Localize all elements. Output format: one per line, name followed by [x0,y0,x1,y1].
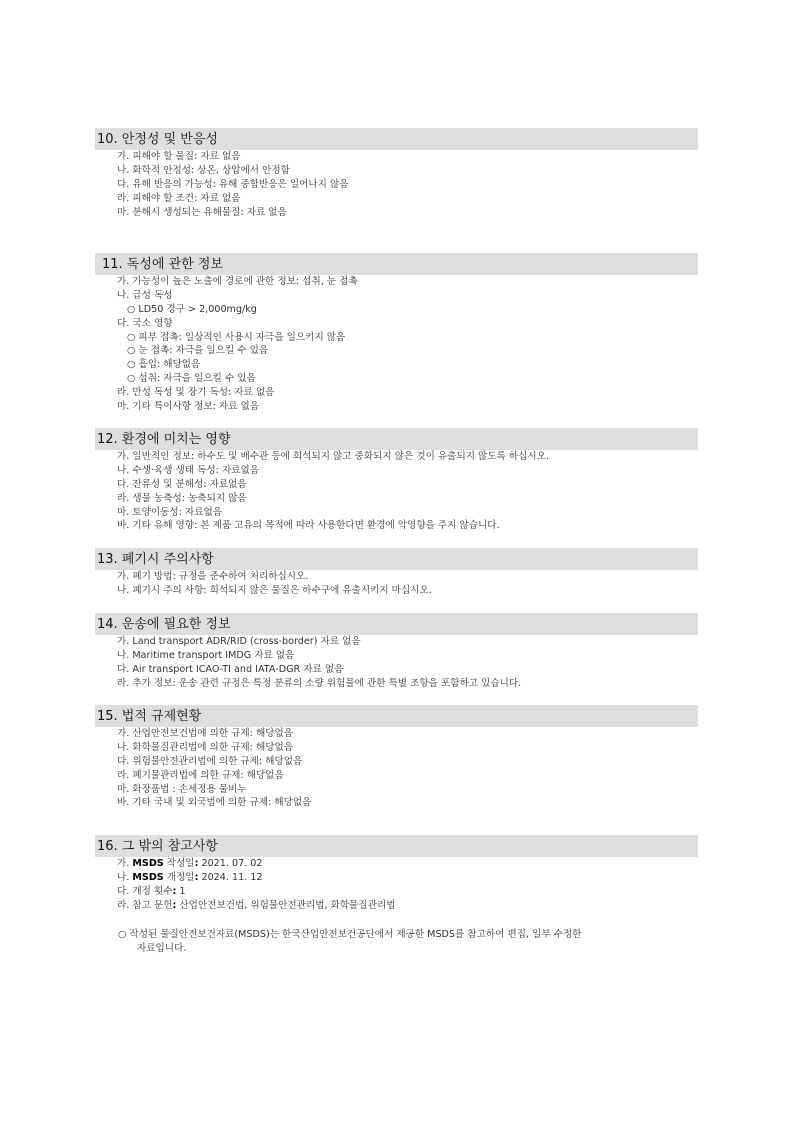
section-14 [95,613,698,691]
list-item: 나. Maritime transport IMDG 자료 없음 [117,649,295,661]
section-11 [95,253,698,414]
list-item: 가. 피해야 할 물질: 자료 없음 [117,151,241,162]
list-subitem: ○ 눈 접촉: 자극을 일으킬 수 있음 [127,345,269,357]
list-item: 바. 기타 국내 및 외국법에 의한 규제: 해당없음 [117,797,312,809]
section-11-items [95,275,698,414]
section-13-title: 13. 폐기시 주의사항 [95,548,698,570]
section-13-items [95,570,698,598]
footnote-line: ○ 작성된 물질안전보건자료(MSDS)는 한국산업안전보건공단에서 제공한 MSDS를 참고하여 편집, 일부 수정한 [118,929,582,940]
msds-label: MSDS [132,858,164,869]
list-item: 나. 화학적 안정성: 상온, 상압에서 안정함 [117,164,290,176]
item-value: 산업안전보건법, 위험물안전관리법, 화학물질관리법 [176,899,396,911]
list-item: 라. 추가 정보: 운송 관련 규정은 특정 분류의 소량 위험물에 관한 특별 조항을 포함하고 있습니다. [117,677,522,689]
item-colon: : [172,899,177,911]
section-16-items [95,857,698,913]
section-16 [95,835,698,913]
list-item: 라. 폐기물관리법에 의한 규제: 해당없음 [117,769,284,781]
item-prefix: 나. [117,871,133,883]
section-15 [95,705,698,810]
item-label: 다. 개정 횟수 [117,885,173,897]
item-label: 작성일 [163,858,195,869]
item-value: 1 [176,885,186,897]
item-value: 2021. 07. 02 [198,858,263,869]
footnote-line: 자료입니다. [137,942,187,954]
list-item: 나. 급성 독성 [117,289,173,301]
list-item: 나. 폐기시 주의 사항: 희석되지 않은 물질은 하수구에 유출시키지 마십시오. [117,584,432,596]
section-12-items [95,450,698,533]
list-item: 나. 수생·육생 생태 독성: 자료없음 [117,464,260,476]
list-item: 라. 생물 농축성: 농축되지 않음 [117,492,247,504]
list-item: 마. 토양이동성: 자료없음 [117,506,223,518]
section-12 [95,428,698,533]
footnote [118,928,678,955]
list-item: 다. 잔류성 및 분해성: 자료없음 [117,478,247,490]
list-item-revision-count [117,885,698,899]
section-10-title: 10. 안정성 및 반응성 [95,128,698,150]
section-10-items [95,150,698,219]
list-item: 마. 기타 특이사항 정보: 자료 없음 [117,401,260,413]
list-subitem: ○ LD50 경구 > 2,000mg/kg [127,303,257,315]
item-label: 라. 참고 문헌 [117,899,173,911]
list-item-references [117,899,698,913]
section-13 [95,548,698,598]
section-11-title: 11. 독성에 관한 정보 [95,253,698,275]
list-subitem: ○ 섭취: 자극을 일으킬 수 있음 [127,373,256,385]
list-item: 라. 만성 독성 및 장기 독성: 자료 없음 [117,387,275,399]
item-label: 개정일 [163,871,195,883]
list-item: 마. 분해시 생성되는 유해물질: 자료 없음 [117,206,287,218]
list-item: 다. Air transport ICAO-TI and IATA-DGR 자료 없음 [117,663,344,675]
list-item: 가. 산업안전보건법에 의한 규제: 해당없음 [117,728,294,739]
section-10 [95,128,698,219]
section-15-items [95,727,698,810]
list-item: 가. 일반적인 정보: 하수도 및 배수관 등에 희석되지 않고 중화되지 않은 것이 유출되지 않도록 하십시오. [117,451,549,462]
list-item: 가. Land transport ADR/RID (cross-border) 자료 없음 [117,636,361,647]
list-item: 나. 화학물질관리법에 의한 규제: 해당없음 [117,741,294,753]
section-14-title: 14. 운송에 필요한 정보 [95,613,698,635]
list-item: 다. 유해 반응의 가능성: 유해 중합반응은 일어나지 않음 [117,178,349,190]
section-12-title: 12. 환경에 미치는 영향 [95,428,698,450]
list-item-msds-revised [117,871,698,885]
list-subitem: ○ 피부 접촉: 일상적인 사용시 자극을 일으키지 않음 [127,331,346,343]
list-item-msds-created [117,857,698,871]
list-item: 라. 피해야 할 조건: 자료 없음 [117,192,241,204]
item-colon: : [172,885,177,897]
list-item: 바. 기타 유해 영향: 본 제품 고유의 목적에 따라 사용한다면 환경에 악영향을 주지 않습니다. [117,520,500,532]
item-colon: : [194,858,199,869]
section-16-title: 16. 그 밖의 참고사항 [95,835,698,857]
msds-label: MSDS [132,871,164,883]
list-item: 가. 가능성이 높은 노출에 경로에 관한 정보: 섭취, 눈 접촉 [117,276,358,287]
item-prefix: 가. [117,858,133,869]
list-item: 마. 화장품법 : 손세정용 물비누 [117,783,247,795]
list-item: 가. 폐기 방법: 규정을 준수하여 처리하십시오. [117,571,309,582]
list-item: 다. 위험물안전관리법에 의한 규제: 해당없음 [117,755,303,767]
item-colon: : [194,871,199,883]
section-15-title: 15. 법적 규제현황 [95,705,698,727]
item-value: 2024. 11. 12 [198,871,263,883]
section-14-items [95,635,698,691]
list-item: 다. 국소 영향 [117,317,173,329]
list-subitem: ○ 흡입: 해당없음 [127,359,201,371]
